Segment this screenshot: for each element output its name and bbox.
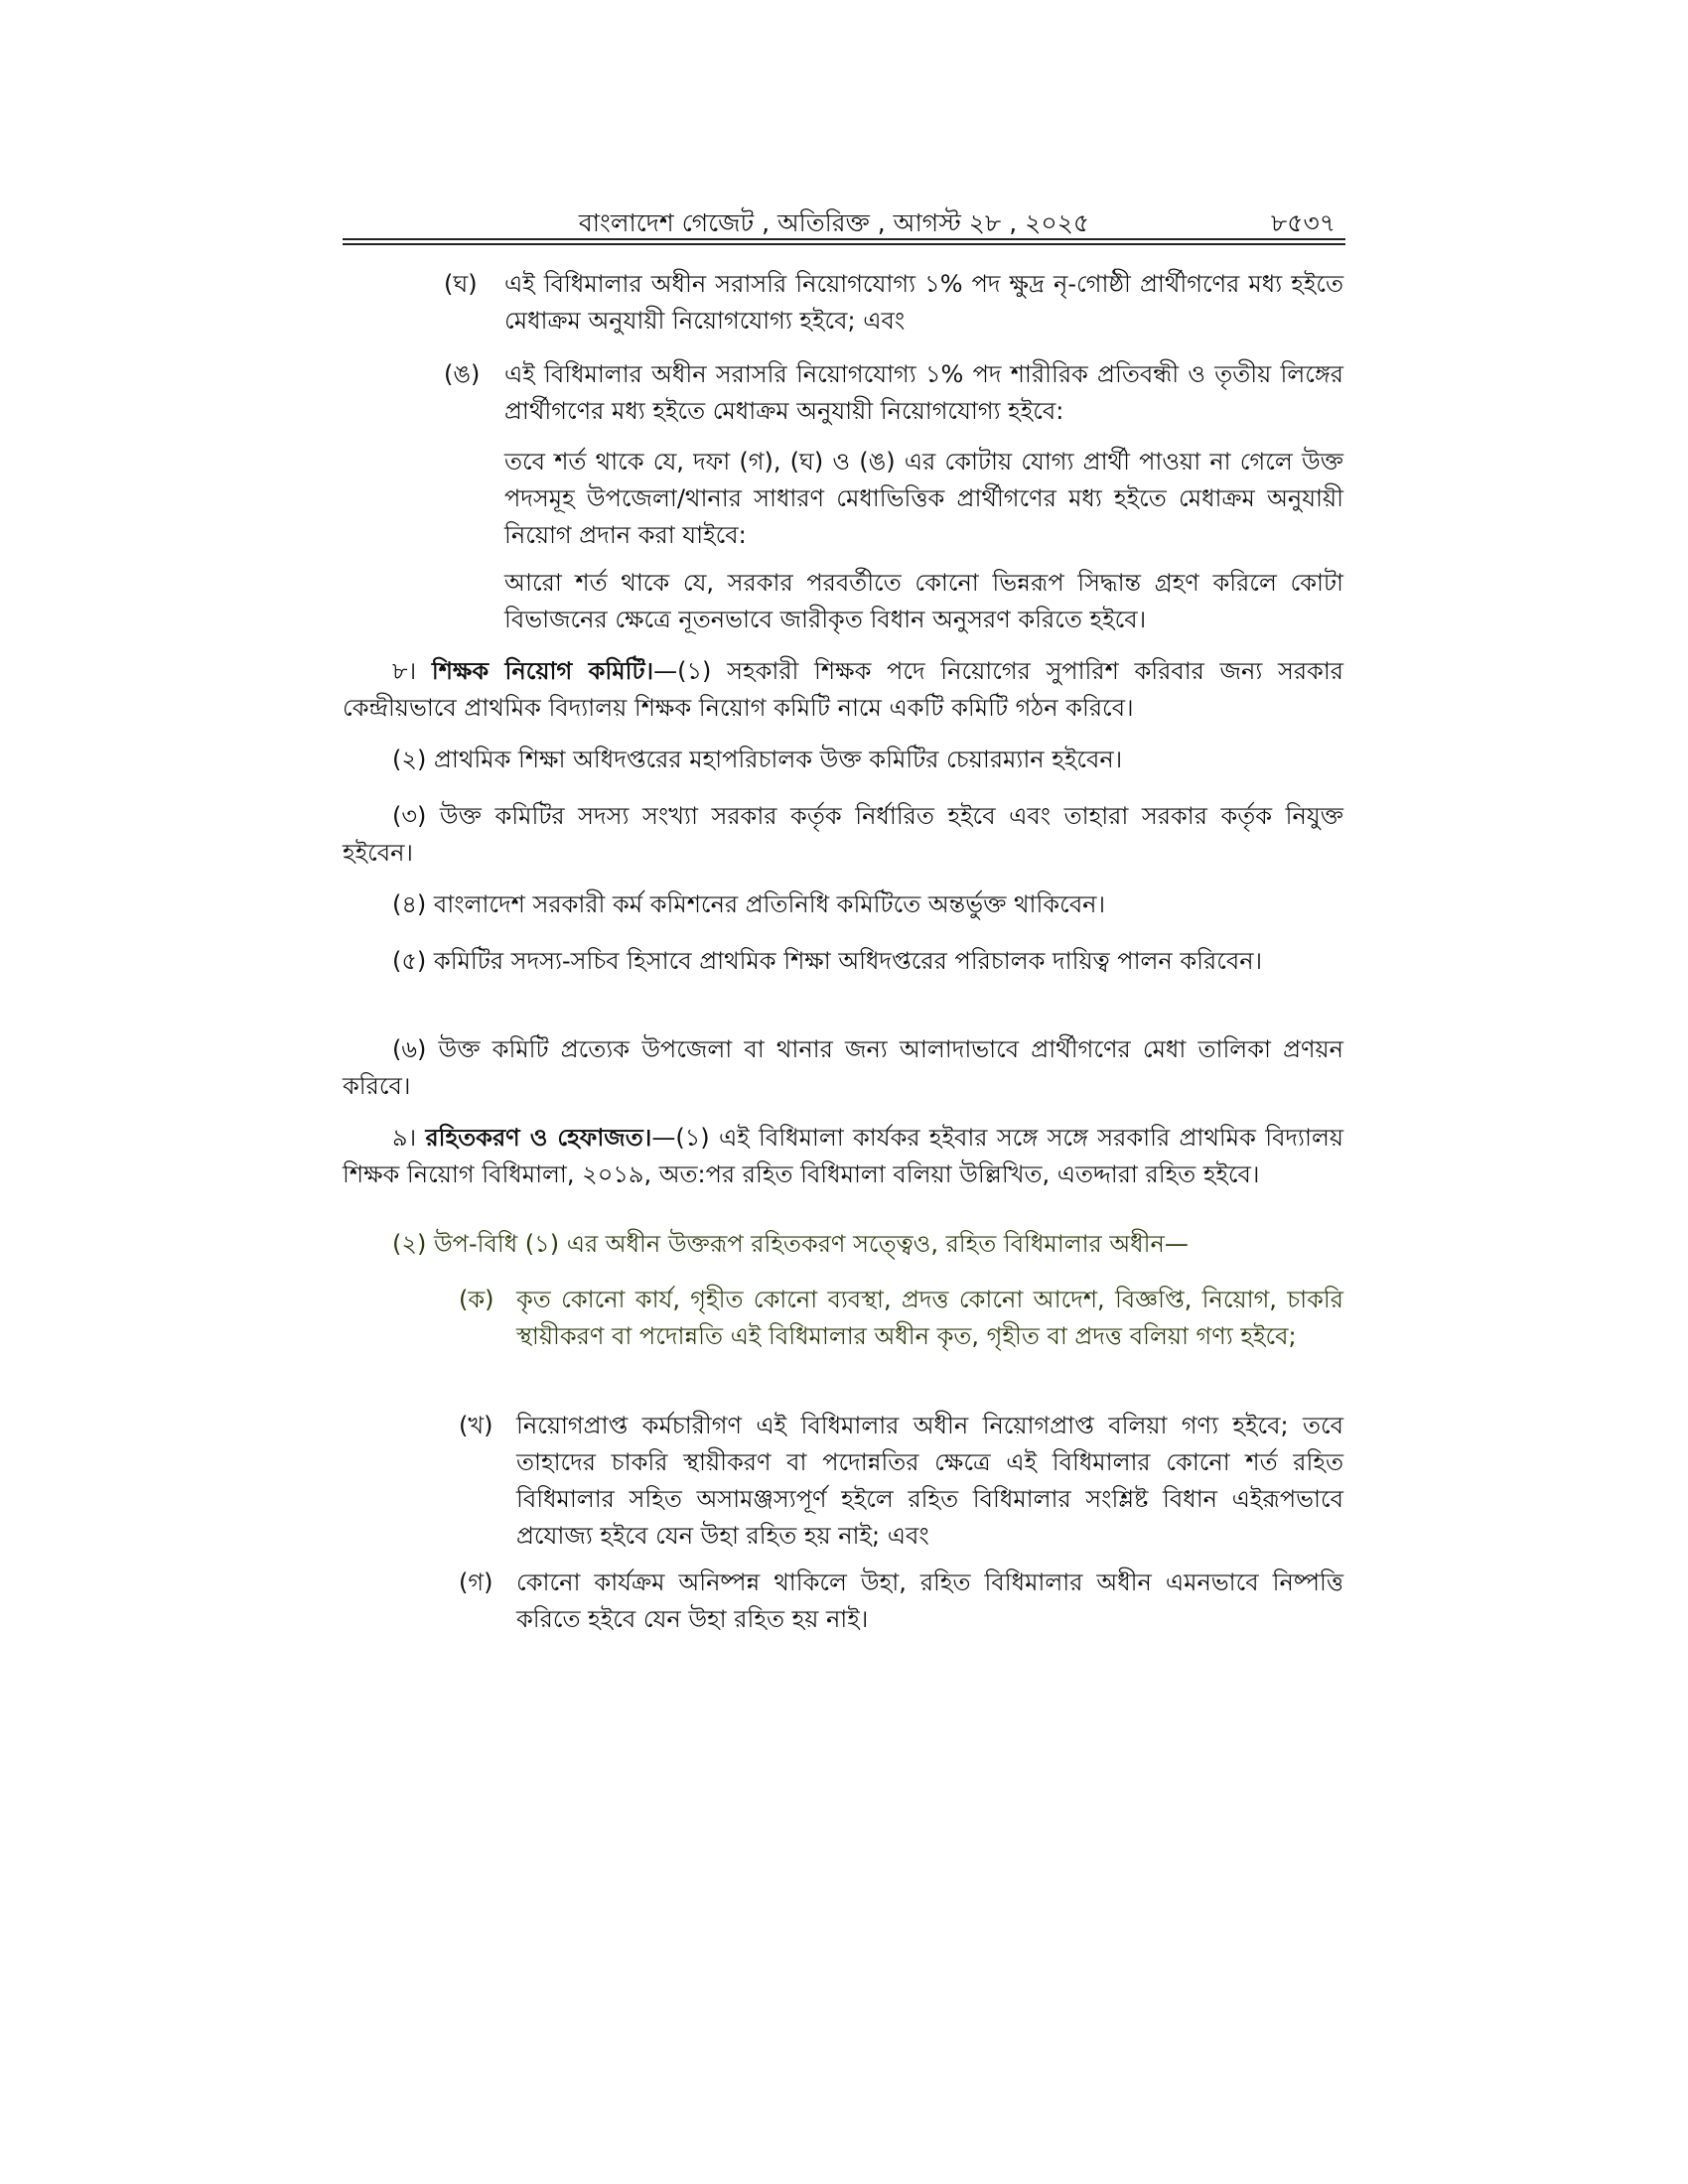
header-rule-top [343,238,1345,240]
clause-gha-text: এই বিধিমালার অধীন সরাসরি নিয়োগযোগ্য ১% পদ ক্ষুদ্র নৃ-গোষ্ঠী প্রার্থীগণের মধ্য হইতে মেধাক্রম অনুযায়ী নিয়োগযোগ্য হইবে; এবং [504,270,1343,335]
page-header-title: বাংলাদেশ গেজেট , অতিরিক্ত , আগস্ট ২৮ , ২০২৫ [578,208,1090,237]
item-ka-label: (ক) [459,1286,494,1313]
item-ga-label: (গ) [459,1569,493,1596]
clause-uma-label: (ঙ) [444,360,481,388]
section-9-heading: রহিতকরণ ও হেফাজত। [425,1124,652,1152]
section-9-number: ৯। [392,1124,417,1152]
item-ga-text: কোনো কার্যক্রম অনিষ্পন্ন থাকিলে উহা, রহিত বিধিমালার অধীন এমনভাবে নিষ্পত্তি করিতে হইবে যেন উহা রহিত হয় নাই। [516,1569,1343,1633]
clause-gha-label: (ঘ) [444,270,478,298]
section-8-sub-3: (৩) উক্ত কমিটির সদস্য সংখ্যা সরকার কর্তৃক নির্ধারিত হইবে এবং তাহারা সরকার কর্তৃক নিযুক্ত হইবেন। [343,802,1343,867]
proviso-first: তবে শর্ত থাকে যে, দফা (গ), (ঘ) ও (ঙ) এর কোটায় যোগ্য প্রার্থী পাওয়া না গেলে উক্ত পদসমূহ উপজেলা/থানার সাধারণ মেধাভিত্তিক প্রার্থীগণের মধ্য হইতে মেধাক্রম অনুযায়ী নিয়োগ প্রদান করা যাইবে: [504,448,1343,549]
section-8-sub-5: (৫) কমিটির সদস্য-সচিব হিসাবে প্রাথমিক শিক্ষা অধিদপ্তরের পরিচালক দায়িত্ব পালন করিবেন। [392,947,1263,975]
section-9-intro-text: —(১) এই বিধিমালা কার্যকর হইবার সঙ্গে সঙ্গে সরকারি প্রাথমিক বিদ্যালয় শিক্ষক নিয়োগ বিধিমালা, ২০১৯, অত:পর রহিত বিধিমালা বলিয়া উল্লিখিত, এতদ্দারা রহিত হইবে। [343,1124,1343,1188]
section-9-sub-2: (২) উপ-বিধি (১) এর অধীন উক্তরূপ রহিতকরণ সত্ত্বেও, রহিত বিধিমালার অধীন— [392,1230,1189,1258]
section-8-heading: শিক্ষক নিয়োগ কমিটি। [431,657,654,685]
item-ka-text: কৃত কোনো কার্য, গৃহীত কোনো ব্যবস্থা, প্রদত্ত কোনো আদেশ, বিজ্ঞপ্তি, নিয়োগ, চাকরি স্থায়ীকরণ বা পদোন্নতি এই বিধিমালার অধীন কৃত, গৃহীত বা প্রদত্ত বলিয়া গণ্য হইবে; [516,1286,1343,1350]
section-8-intro-text: —(১) সহকারী শিক্ষক পদে নিয়োগের সুপারিশ করিবার জন্য সরকার কেন্দ্রীয়ভাবে প্রাথমিক বিদ্যালয় শিক্ষক নিয়োগ কমিটি নামে একটি কমিটি গঠন করিবে। [343,657,1343,722]
section-8-sub-2: (২) প্রাথমিক শিক্ষা অধিদপ্তরের মহাপরিচালক উক্ত কমিটির চেয়ারম্যান হইবেন। [392,746,1123,773]
section-8-sub-4: (৪) বাংলাদেশ সরকারী কর্ম কমিশনের প্রতিনিধি কমিটিতে অন্তর্ভুক্ত থাকিবেন। [392,890,1106,918]
section-8-number: ৮। [392,657,417,685]
section-8-sub-6: (৬) উক্ত কমিটি প্রত্যেক উপজেলা বা থানার জন্য আলাদাভাবে প্রার্থীগণের মেধা তালিকা প্রণয়ন করিবে। [343,1035,1343,1100]
item-kha-text: নিয়োগপ্রাপ্ত কর্মচারীগণ এই বিধিমালার অধীন নিয়োগপ্রাপ্ত বলিয়া গণ্য হইবে; তবে তাহাদের চাকরি স্থায়ীকরণ বা পদোন্নতির ক্ষেত্রে এই বিধিমালার কোনো শর্ত রহিত বিধিমালার সহিত অসামঞ্জস্যপূর্ণ হইলে রহিত বিধিমালার সংশ্লিষ্ট বিধান এইরূপভাবে প্রযোজ্য হইবে যেন উহা রহিত হয় নাই; এবং [516,1412,1343,1550]
section-9-intro [343,1120,1343,1193]
item-kha-label: (খ) [459,1412,493,1439]
proviso-second: আরো শর্ত থাকে যে, সরকার পরবর্তীতে কোনো ভিন্নরূপ সিদ্ধান্ত গ্রহণ করিলে কোটা বিভাজনের ক্ষেত্রে নূতনভাবে জারীকৃত বিধান অনুসরণ করিতে হইবে। [504,569,1343,633]
clause-uma-text: এই বিধিমালার অধীন সরাসরি নিয়োগযোগ্য ১% পদ শারীরিক প্রতিবন্ধী ও তৃতীয় লিঙ্গের প্রার্থীগণের মধ্য হইতে মেধাক্রম অনুযায়ী নিয়োগযোগ্য হইবে: [504,360,1343,425]
page-number: ৮৫৩৭ [1271,208,1336,237]
header-rule-bottom [343,243,1345,245]
section-8-intro [343,653,1343,727]
